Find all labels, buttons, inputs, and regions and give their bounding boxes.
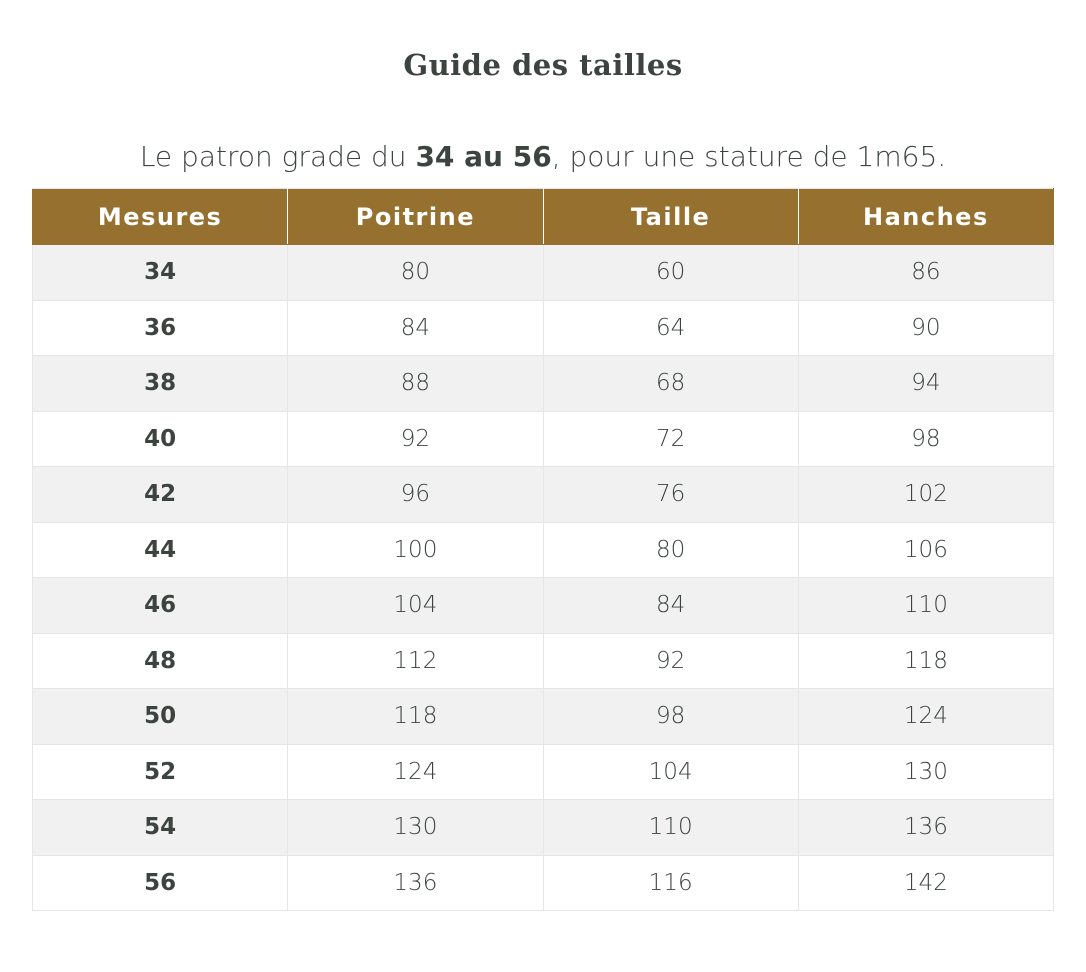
chest-cell: 136 xyxy=(288,855,543,911)
hips-cell: 110 xyxy=(798,578,1053,634)
size-cell: 50 xyxy=(33,689,288,745)
size-cell: 46 xyxy=(33,578,288,634)
waist-cell: 72 xyxy=(543,411,798,467)
waist-cell: 76 xyxy=(543,467,798,523)
chest-cell: 92 xyxy=(288,411,543,467)
table-row xyxy=(33,800,1054,856)
hips-cell: 130 xyxy=(798,744,1053,800)
table-header xyxy=(33,189,1054,245)
table-row xyxy=(33,689,1054,745)
chest-cell: 130 xyxy=(288,800,543,856)
hips-cell: 94 xyxy=(798,356,1053,412)
chest-cell: 118 xyxy=(288,689,543,745)
table-row xyxy=(33,633,1054,689)
chest-cell: 100 xyxy=(288,522,543,578)
hips-cell: 98 xyxy=(798,411,1053,467)
hips-cell: 142 xyxy=(798,855,1053,911)
size-cell: 44 xyxy=(33,522,288,578)
hips-cell: 90 xyxy=(798,300,1053,356)
waist-cell: 110 xyxy=(543,800,798,856)
chest-cell: 112 xyxy=(288,633,543,689)
table-row xyxy=(33,300,1054,356)
hips-cell: 136 xyxy=(798,800,1053,856)
column-header-mesures: Mesures xyxy=(33,189,288,245)
hips-cell: 86 xyxy=(798,245,1053,301)
table-row xyxy=(33,467,1054,523)
column-header-poitrine: Poitrine xyxy=(288,189,543,245)
chest-cell: 84 xyxy=(288,300,543,356)
size-range-description xyxy=(0,137,1086,177)
table-row xyxy=(33,245,1054,301)
table-header-row xyxy=(33,189,1054,245)
chest-cell: 124 xyxy=(288,744,543,800)
column-header-taille: Taille xyxy=(543,189,798,245)
size-cell: 42 xyxy=(33,467,288,523)
subtitle-suffix: , pour une stature de 1m65. xyxy=(551,140,947,173)
table-row xyxy=(33,522,1054,578)
subtitle-size-range: 34 au 56 xyxy=(415,140,552,173)
waist-cell: 68 xyxy=(543,356,798,412)
subtitle-prefix: Le patron grade du xyxy=(139,140,416,173)
size-cell: 48 xyxy=(33,633,288,689)
waist-cell: 60 xyxy=(543,245,798,301)
waist-cell: 84 xyxy=(543,578,798,634)
size-cell: 52 xyxy=(33,744,288,800)
size-chart-table xyxy=(32,188,1054,911)
column-header-hanches: Hanches xyxy=(798,189,1053,245)
hips-cell: 124 xyxy=(798,689,1053,745)
table-row xyxy=(33,411,1054,467)
size-cell: 54 xyxy=(33,800,288,856)
waist-cell: 80 xyxy=(543,522,798,578)
table-row xyxy=(33,356,1054,412)
chest-cell: 88 xyxy=(288,356,543,412)
page-title: Guide des tailles xyxy=(403,48,683,83)
size-cell: 38 xyxy=(33,356,288,412)
size-cell: 56 xyxy=(33,855,288,911)
chest-cell: 104 xyxy=(288,578,543,634)
table-row xyxy=(33,744,1054,800)
table-row xyxy=(33,855,1054,911)
table-body xyxy=(33,245,1054,911)
size-cell: 36 xyxy=(33,300,288,356)
waist-cell: 98 xyxy=(543,689,798,745)
waist-cell: 92 xyxy=(543,633,798,689)
chest-cell: 96 xyxy=(288,467,543,523)
waist-cell: 64 xyxy=(543,300,798,356)
table-row xyxy=(33,578,1054,634)
hips-cell: 106 xyxy=(798,522,1053,578)
hips-cell: 118 xyxy=(798,633,1053,689)
hips-cell: 102 xyxy=(798,467,1053,523)
size-cell: 40 xyxy=(33,411,288,467)
size-cell: 34 xyxy=(33,245,288,301)
waist-cell: 116 xyxy=(543,855,798,911)
chest-cell: 80 xyxy=(288,245,543,301)
waist-cell: 104 xyxy=(543,744,798,800)
